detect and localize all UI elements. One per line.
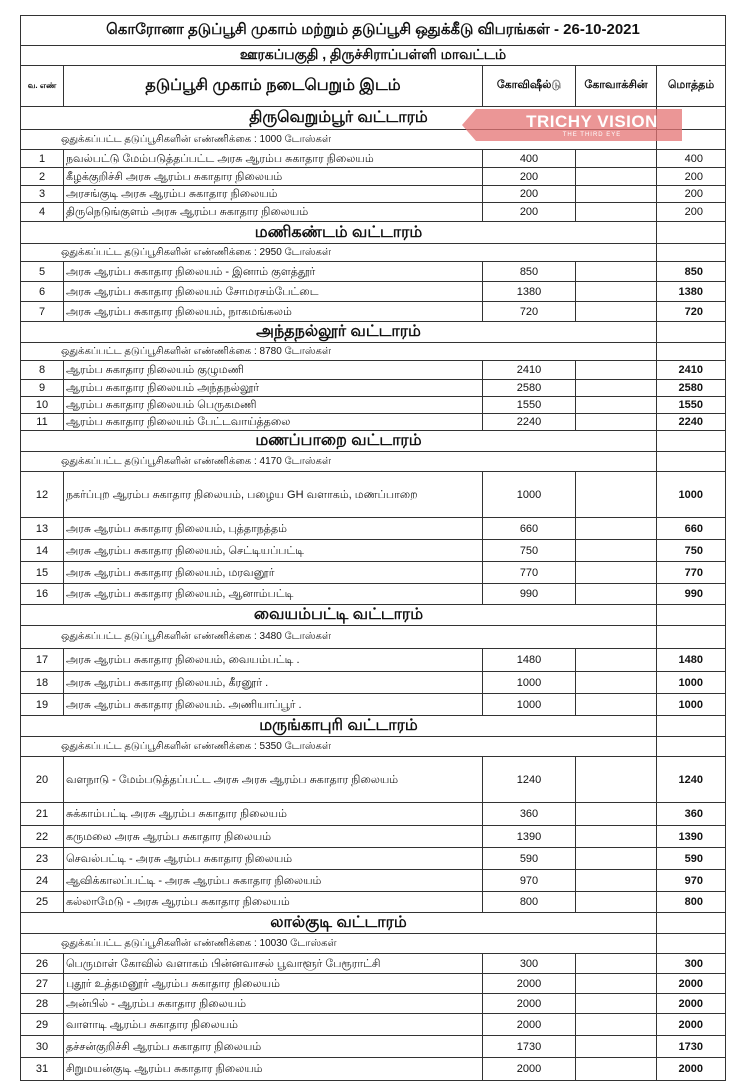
table-row (21, 757, 726, 803)
block-name: அந்தநல்லூர் வட்டாரம் (21, 322, 657, 343)
camp-place: அரசு ஆரம்ப சுகாதார நிலையம் சோமரசம்பேட்டை (64, 282, 483, 302)
covaxin-count (576, 826, 657, 848)
covaxin-count (576, 380, 657, 397)
table-row (21, 203, 726, 222)
table-row (21, 803, 726, 826)
empty-cell (657, 716, 726, 737)
covishield-count: 2410 (483, 361, 576, 380)
serial-number: 31 (21, 1058, 64, 1081)
serial-number: 25 (21, 892, 64, 913)
covishield-count: 800 (483, 892, 576, 913)
covaxin-count (576, 1058, 657, 1081)
empty-cell (657, 431, 726, 452)
table-row (21, 472, 726, 518)
covishield-count: 990 (483, 584, 576, 605)
camp-place: அன்பில் - ஆரம்ப சுகாதார நிலையம் (64, 994, 483, 1014)
total-count: 1240 (657, 757, 726, 803)
camp-place: ஆவிக்காலப்பட்டி - அரசு ஆரம்ப சுகாதார நிலையம் (64, 870, 483, 892)
covaxin-count (576, 870, 657, 892)
covaxin-count (576, 994, 657, 1014)
total-count: 400 (657, 150, 726, 168)
covaxin-count (576, 518, 657, 540)
camp-place: அரசு ஆரம்ப சுகாதார நிலையம், புத்தாநத்தம் (64, 518, 483, 540)
block-quota: ஒதுக்கப்பட்ட தடுப்பூசிகளின் எண்ணிக்கை : 2950 டோஸ்கள் (21, 244, 657, 262)
logo-eye-icon (462, 109, 502, 141)
empty-cell (657, 737, 726, 757)
covaxin-count (576, 1036, 657, 1058)
covishield-count: 400 (483, 150, 576, 168)
table-row (21, 518, 726, 540)
camp-place: நகர்ப்புற ஆரம்ப சுகாதார நிலையம், பழைய GH வளாகம், மணப்பாறை (64, 472, 483, 518)
total-count: 200 (657, 168, 726, 186)
serial-number: 26 (21, 954, 64, 974)
table-row (21, 954, 726, 974)
table-row (21, 168, 726, 186)
total-count: 1000 (657, 694, 726, 716)
covishield-count: 1000 (483, 672, 576, 694)
total-count: 360 (657, 803, 726, 826)
serial-number: 20 (21, 757, 64, 803)
block-heading-row (21, 605, 726, 626)
camp-place: அரசு ஆரம்ப சுகாதார நிலையம், கீரனூர் . (64, 672, 483, 694)
table-row (21, 414, 726, 431)
covishield-count: 1380 (483, 282, 576, 302)
serial-number: 16 (21, 584, 64, 605)
covishield-count: 1390 (483, 826, 576, 848)
camp-place: ஆரம்ப சுகாதார நிலையம் குழுமணி (64, 361, 483, 380)
serial-number: 2 (21, 168, 64, 186)
table-row (21, 397, 726, 414)
document-title: கொரோனா தடுப்பூசி முகாம் மற்றும் தடுப்பூசி ஒதுக்கீடு விபரங்கள் - 26-10-2021 (21, 16, 726, 46)
block-quota: ஒதுக்கப்பட்ட தடுப்பூசிகளின் எண்ணிக்கை : 1000 டோஸ்கள் (21, 130, 657, 150)
serial-number: 9 (21, 380, 64, 397)
covaxin-count (576, 1014, 657, 1036)
serial-number: 28 (21, 994, 64, 1014)
table-row (21, 1036, 726, 1058)
covaxin-count (576, 186, 657, 203)
total-count: 1380 (657, 282, 726, 302)
table-row (21, 870, 726, 892)
camp-place: திருநெடுங்குளம் அரசு ஆரம்ப சுகாதார நிலையம் (64, 203, 483, 222)
covaxin-count (576, 584, 657, 605)
document-subtitle: ஊரகப்பகுதி , திருச்சிராப்பள்ளி மாவட்டம் (21, 46, 726, 66)
total-count: 590 (657, 848, 726, 870)
total-count: 1730 (657, 1036, 726, 1058)
serial-number: 7 (21, 302, 64, 322)
block-heading-row (21, 322, 726, 343)
covaxin-count (576, 150, 657, 168)
table-row (21, 380, 726, 397)
serial-number: 29 (21, 1014, 64, 1036)
table-row (21, 1058, 726, 1081)
covishield-count: 200 (483, 203, 576, 222)
total-count: 720 (657, 302, 726, 322)
block-name: மணப்பாறை வட்டாரம் (21, 431, 657, 452)
total-count: 200 (657, 203, 726, 222)
total-count: 200 (657, 186, 726, 203)
serial-number: 6 (21, 282, 64, 302)
covaxin-count (576, 361, 657, 380)
total-count: 1480 (657, 649, 726, 672)
serial-number: 21 (21, 803, 64, 826)
total-count: 1390 (657, 826, 726, 848)
table-row (21, 1014, 726, 1036)
header-covaxin: கோவாக்சின் (576, 66, 657, 107)
block-name: மருங்காபுரி வட்டாரம் (21, 716, 657, 737)
serial-number: 27 (21, 974, 64, 994)
total-count: 800 (657, 892, 726, 913)
covishield-count: 300 (483, 954, 576, 974)
total-count: 750 (657, 540, 726, 562)
camp-place: புதூர் உத்தமனூர் ஆரம்ப சுகாதார நிலையம் (64, 974, 483, 994)
table-row (21, 361, 726, 380)
serial-number: 30 (21, 1036, 64, 1058)
serial-number: 24 (21, 870, 64, 892)
camp-place: அரசு ஆரம்ப சுகாதார நிலையம், வையம்பட்டி . (64, 649, 483, 672)
covaxin-count (576, 803, 657, 826)
camp-place: அரசு ஆரம்ப சுகாதார நிலையம், செட்டியப்பட்டி (64, 540, 483, 562)
camp-place: ஆரம்ப சுகாதார நிலையம் பெருகமணி (64, 397, 483, 414)
serial-number: 19 (21, 694, 64, 716)
total-count: 770 (657, 562, 726, 584)
camp-place: நவல்பட்டு மேம்படுத்தப்பட்ட அரசு ஆரம்ப சுகாதார நிலையம் (64, 150, 483, 168)
block-quota: ஒதுக்கப்பட்ட தடுப்பூசிகளின் எண்ணிக்கை : 5350 டோஸ்கள் (21, 737, 657, 757)
serial-number: 18 (21, 672, 64, 694)
covaxin-count (576, 262, 657, 282)
table-row (21, 694, 726, 716)
camp-place: பெருமாள் கோவில் வளாகம் பின்னவாசல் பூவாளூர் பேரூராட்சி (64, 954, 483, 974)
empty-cell (657, 452, 726, 472)
header-total: மொத்தம் (657, 66, 726, 107)
table-row (21, 848, 726, 870)
covishield-count: 1730 (483, 1036, 576, 1058)
camp-place: கீழக்குறிச்சி அரசு ஆரம்ப சுகாதார நிலையம் (64, 168, 483, 186)
block-heading-row (21, 431, 726, 452)
table-row (21, 302, 726, 322)
camp-place: அரசு ஆரம்ப சுகாதார நிலையம், ஆனாம்பட்டி (64, 584, 483, 605)
covishield-count: 1000 (483, 694, 576, 716)
header-covishield: கோவிஷீல்டு (483, 66, 576, 107)
block-heading-row (21, 222, 726, 244)
covaxin-count (576, 757, 657, 803)
total-count: 2580 (657, 380, 726, 397)
table-row (21, 562, 726, 584)
covishield-count: 590 (483, 848, 576, 870)
watermark-tagline: THE THIRD EYE (562, 132, 622, 138)
camp-place: அரசங்குடி அரசு ஆரம்ப சுகாதார நிலையம் (64, 186, 483, 203)
empty-cell (657, 605, 726, 626)
covishield-count: 1240 (483, 757, 576, 803)
watermark-name: TRICHY VISION (526, 112, 658, 131)
table-row (21, 540, 726, 562)
covishield-count: 2000 (483, 974, 576, 994)
camp-place: அரசு ஆரம்ப சுகாதார நிலையம் - இனாம் குளத்தூர் (64, 262, 483, 282)
empty-cell (657, 934, 726, 954)
header-sno: வ. எண் (21, 66, 64, 107)
covishield-count: 970 (483, 870, 576, 892)
covishield-count: 1550 (483, 397, 576, 414)
covaxin-count (576, 562, 657, 584)
block-quota-row (21, 626, 726, 649)
table-row (21, 282, 726, 302)
serial-number: 13 (21, 518, 64, 540)
covaxin-count (576, 672, 657, 694)
covishield-count: 2000 (483, 994, 576, 1014)
covishield-count: 200 (483, 168, 576, 186)
total-count: 850 (657, 262, 726, 282)
covishield-count: 360 (483, 803, 576, 826)
empty-cell (657, 244, 726, 262)
camp-place: அரசு ஆரம்ப சுகாதார நிலையம், நாகமங்கலம் (64, 302, 483, 322)
table-row (21, 994, 726, 1014)
covaxin-count (576, 203, 657, 222)
empty-cell (657, 913, 726, 934)
total-count: 2000 (657, 994, 726, 1014)
serial-number: 11 (21, 414, 64, 431)
block-quota: ஒதுக்கப்பட்ட தடுப்பூசிகளின் எண்ணிக்கை : 3480 டோஸ்கள் (21, 626, 657, 649)
block-quota-row (21, 452, 726, 472)
covaxin-count (576, 649, 657, 672)
block-quota-row (21, 934, 726, 954)
total-count: 990 (657, 584, 726, 605)
camp-place: தச்சன்குறிச்சி ஆரம்ப சுகாதார நிலையம் (64, 1036, 483, 1058)
header-place: தடுப்பூசி முகாம் நடைபெறும் இடம் (64, 66, 483, 107)
table-row (21, 262, 726, 282)
covaxin-count (576, 694, 657, 716)
serial-number: 14 (21, 540, 64, 562)
block-quota: ஒதுக்கப்பட்ட தடுப்பூசிகளின் எண்ணிக்கை : 4170 டோஸ்கள் (21, 452, 657, 472)
camp-place: வாளாடி ஆரம்ப சுகாதார நிலையம் (64, 1014, 483, 1036)
camp-place: ஆரம்ப சுகாதார நிலையம் அந்தநல்லூர் (64, 380, 483, 397)
camp-place: அரசு ஆரம்ப சுகாதார நிலையம், மரவனூர் (64, 562, 483, 584)
block-heading-row (21, 913, 726, 934)
covaxin-count (576, 848, 657, 870)
total-count: 1550 (657, 397, 726, 414)
covishield-count: 1000 (483, 472, 576, 518)
camp-place: செவல்பட்டி - அரசு ஆரம்ப சுகாதார நிலையம் (64, 848, 483, 870)
total-count: 660 (657, 518, 726, 540)
covishield-count: 750 (483, 540, 576, 562)
covaxin-count (576, 954, 657, 974)
total-count: 2240 (657, 414, 726, 431)
serial-number: 1 (21, 150, 64, 168)
covaxin-count (576, 540, 657, 562)
covishield-count: 770 (483, 562, 576, 584)
empty-cell (657, 222, 726, 244)
block-quota: ஒதுக்கப்பட்ட தடுப்பூசிகளின் எண்ணிக்கை : 10030 டோஸ்கள் (21, 934, 657, 954)
covishield-count: 2000 (483, 1014, 576, 1036)
serial-number: 10 (21, 397, 64, 414)
serial-number: 12 (21, 472, 64, 518)
serial-number: 22 (21, 826, 64, 848)
covaxin-count (576, 414, 657, 431)
total-count: 2410 (657, 361, 726, 380)
covaxin-count (576, 472, 657, 518)
trichy-vision-watermark (462, 109, 682, 141)
table-row (21, 584, 726, 605)
vaccine-allocation-table (20, 15, 726, 1081)
block-heading-row (21, 716, 726, 737)
table-row (21, 892, 726, 913)
serial-number: 17 (21, 649, 64, 672)
covishield-count: 660 (483, 518, 576, 540)
serial-number: 8 (21, 361, 64, 380)
block-name: மணிகண்டம் வட்டாரம் (21, 222, 657, 244)
camp-place: வளநாடு - மேம்படுத்தப்பட்ட அரசு அரசு ஆரம்ப சுகாதார நிலையம் (64, 757, 483, 803)
table-row (21, 186, 726, 203)
camp-place: சிறுமயன்குடி ஆரம்ப சுகாதார நிலையம் (64, 1058, 483, 1081)
table-row (21, 649, 726, 672)
total-count: 300 (657, 954, 726, 974)
total-count: 2000 (657, 1014, 726, 1036)
serial-number: 4 (21, 203, 64, 222)
empty-cell (657, 322, 726, 343)
total-count: 2000 (657, 1058, 726, 1081)
covaxin-count (576, 974, 657, 994)
total-count: 1000 (657, 672, 726, 694)
empty-cell (657, 626, 726, 649)
covishield-count: 2000 (483, 1058, 576, 1081)
total-count: 970 (657, 870, 726, 892)
camp-place: ஆரம்ப சுகாதார நிலையம் பேட்டவாய்த்தலை (64, 414, 483, 431)
camp-place: அரசு ஆரம்ப சுகாதார நிலையம். அணியாப்பூர் . (64, 694, 483, 716)
covaxin-count (576, 892, 657, 913)
empty-cell (657, 343, 726, 361)
camp-place: கல்லாமேடு - அரசு ஆரம்ப சுகாதார நிலையம் (64, 892, 483, 913)
block-name: திருவெறும்பூர் வட்டாரம் (21, 107, 657, 130)
covishield-count: 200 (483, 186, 576, 203)
covishield-count: 850 (483, 262, 576, 282)
block-quota-row (21, 343, 726, 361)
table-header (21, 66, 726, 107)
covaxin-count (576, 397, 657, 414)
serial-number: 15 (21, 562, 64, 584)
table-row (21, 672, 726, 694)
block-quota-row (21, 244, 726, 262)
table-row (21, 150, 726, 168)
covishield-count: 720 (483, 302, 576, 322)
covaxin-count (576, 282, 657, 302)
serial-number: 23 (21, 848, 64, 870)
block-quota: ஒதுக்கப்பட்ட தடுப்பூசிகளின் எண்ணிக்கை : 8780 டோஸ்கள் (21, 343, 657, 361)
covaxin-count (576, 168, 657, 186)
block-name: லால்குடி வட்டாரம் (21, 913, 657, 934)
camp-place: கருமலை அரசு ஆரம்ப சுகாதார நிலையம் (64, 826, 483, 848)
total-count: 1000 (657, 472, 726, 518)
camp-place: சுக்காம்பட்டி அரசு ஆரம்ப சுகாதார நிலையம் (64, 803, 483, 826)
table-row (21, 974, 726, 994)
covishield-count: 1480 (483, 649, 576, 672)
block-name: வையம்பட்டி வட்டாரம் (21, 605, 657, 626)
table-row (21, 826, 726, 848)
serial-number: 5 (21, 262, 64, 282)
block-quota-row (21, 737, 726, 757)
serial-number: 3 (21, 186, 64, 203)
total-count: 2000 (657, 974, 726, 994)
covishield-count: 2580 (483, 380, 576, 397)
covishield-count: 2240 (483, 414, 576, 431)
covaxin-count (576, 302, 657, 322)
